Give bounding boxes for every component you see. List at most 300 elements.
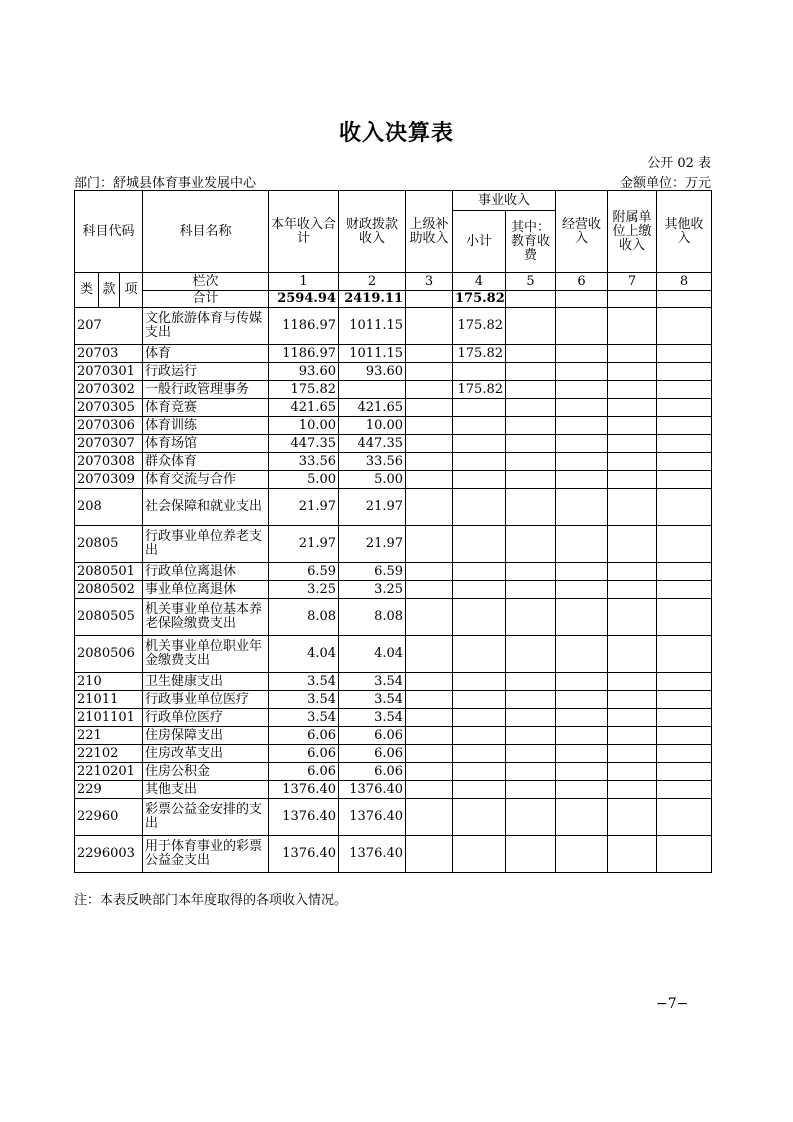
row-subtotal bbox=[453, 563, 506, 581]
row-affiliated bbox=[608, 581, 657, 599]
table-row bbox=[75, 745, 712, 763]
row-other bbox=[657, 489, 712, 526]
row-affiliated bbox=[608, 599, 657, 636]
row-affiliated bbox=[608, 781, 657, 799]
row-operating bbox=[556, 563, 608, 581]
row-name: 行政单位医疗 bbox=[143, 709, 269, 727]
row-other bbox=[657, 673, 712, 691]
row-name: 社会保障和就业支出 bbox=[143, 489, 269, 526]
row-operating bbox=[556, 345, 608, 363]
row-subtotal bbox=[453, 399, 506, 417]
row-education bbox=[506, 836, 556, 873]
row-fiscal: 33.56 bbox=[339, 453, 406, 471]
row-operating bbox=[556, 799, 608, 836]
total-other bbox=[657, 291, 712, 308]
row-operating bbox=[556, 745, 608, 763]
row-name: 文化旅游体育与传媒支出 bbox=[143, 308, 269, 345]
header-business: 事业收入 bbox=[453, 191, 556, 211]
row-fiscal: 1376.40 bbox=[339, 836, 406, 873]
table-row bbox=[75, 363, 712, 381]
row-name: 卫生健康支出 bbox=[143, 673, 269, 691]
row-subtotal bbox=[453, 799, 506, 836]
row-operating bbox=[556, 308, 608, 345]
row-superior bbox=[406, 417, 453, 435]
row-total: 1186.97 bbox=[269, 308, 339, 345]
table-row bbox=[75, 691, 712, 709]
table-row bbox=[75, 453, 712, 471]
row-fiscal: 6.06 bbox=[339, 763, 406, 781]
row-subtotal bbox=[453, 709, 506, 727]
header-superior: 上级补助收入 bbox=[406, 191, 453, 273]
row-superior bbox=[406, 745, 453, 763]
row-fiscal: 8.08 bbox=[339, 599, 406, 636]
row-name: 行政事业单位养老支出 bbox=[143, 526, 269, 563]
row-name: 体育场馆 bbox=[143, 435, 269, 453]
col-num: 5 bbox=[506, 273, 556, 291]
row-subtotal bbox=[453, 526, 506, 563]
row-superior bbox=[406, 599, 453, 636]
unit-label: 金额单位：万元 bbox=[619, 176, 711, 191]
row-total: 421.65 bbox=[269, 399, 339, 417]
row-operating bbox=[556, 453, 608, 471]
row-affiliated bbox=[608, 417, 657, 435]
page-number: −7− bbox=[656, 996, 689, 1012]
row-subtotal bbox=[453, 417, 506, 435]
col-num: 4 bbox=[453, 273, 506, 291]
row-name: 体育 bbox=[143, 345, 269, 363]
row-code: 20703 bbox=[75, 345, 143, 363]
row-other bbox=[657, 453, 712, 471]
header-education: 其中：教育收费 bbox=[506, 211, 556, 273]
row-subtotal bbox=[453, 763, 506, 781]
row-affiliated bbox=[608, 345, 657, 363]
row-affiliated bbox=[608, 836, 657, 873]
row-fiscal: 3.54 bbox=[339, 709, 406, 727]
total-education bbox=[506, 291, 556, 308]
table-row bbox=[75, 799, 712, 836]
row-total: 93.60 bbox=[269, 363, 339, 381]
row-operating bbox=[556, 526, 608, 563]
row-code: 210 bbox=[75, 673, 143, 691]
row-superior bbox=[406, 836, 453, 873]
row-education bbox=[506, 636, 556, 673]
row-education bbox=[506, 345, 556, 363]
row-affiliated bbox=[608, 526, 657, 563]
row-total: 3.54 bbox=[269, 709, 339, 727]
row-total: 447.35 bbox=[269, 435, 339, 453]
row-superior bbox=[406, 563, 453, 581]
row-code: 229 bbox=[75, 781, 143, 799]
header-operating: 经营收入 bbox=[556, 191, 608, 273]
page-title: 收入决算表 bbox=[338, 120, 454, 146]
row-code: 22102 bbox=[75, 745, 143, 763]
row-name: 行政单位离退休 bbox=[143, 563, 269, 581]
row-subtotal bbox=[453, 781, 506, 799]
row-code: 20805 bbox=[75, 526, 143, 563]
row-name: 群众体育 bbox=[143, 453, 269, 471]
table-row bbox=[75, 345, 712, 363]
header-subtotal: 小计 bbox=[453, 211, 506, 273]
row-other bbox=[657, 581, 712, 599]
row-subtotal: 175.82 bbox=[453, 345, 506, 363]
row-affiliated bbox=[608, 799, 657, 836]
table-row bbox=[75, 709, 712, 727]
row-affiliated bbox=[608, 363, 657, 381]
row-other bbox=[657, 563, 712, 581]
row-operating bbox=[556, 471, 608, 489]
row-code: 2070305 bbox=[75, 399, 143, 417]
row-education bbox=[506, 727, 556, 745]
row-other bbox=[657, 435, 712, 453]
table-row bbox=[75, 727, 712, 745]
row-superior bbox=[406, 781, 453, 799]
row-education bbox=[506, 417, 556, 435]
row-affiliated bbox=[608, 489, 657, 526]
row-superior bbox=[406, 345, 453, 363]
row-total: 6.06 bbox=[269, 763, 339, 781]
row-name: 体育训练 bbox=[143, 417, 269, 435]
row-operating bbox=[556, 691, 608, 709]
row-affiliated bbox=[608, 691, 657, 709]
header-fiscal: 财政拨款收入 bbox=[339, 191, 406, 273]
row-other bbox=[657, 308, 712, 345]
row-code: 2210201 bbox=[75, 763, 143, 781]
total-superior bbox=[406, 291, 453, 308]
col-num: 8 bbox=[657, 273, 712, 291]
total-amount: 2594.94 bbox=[269, 291, 339, 308]
row-fiscal: 93.60 bbox=[339, 363, 406, 381]
row-operating bbox=[556, 381, 608, 399]
col-num: 1 bbox=[269, 273, 339, 291]
row-affiliated bbox=[608, 673, 657, 691]
row-fiscal: 1376.40 bbox=[339, 781, 406, 799]
row-code: 2080505 bbox=[75, 599, 143, 636]
row-other bbox=[657, 727, 712, 745]
row-subtotal bbox=[453, 471, 506, 489]
row-total: 6.06 bbox=[269, 745, 339, 763]
header-code: 科目代码 bbox=[75, 191, 143, 273]
row-other bbox=[657, 691, 712, 709]
row-other bbox=[657, 636, 712, 673]
row-subtotal bbox=[453, 489, 506, 526]
row-operating bbox=[556, 763, 608, 781]
row-name: 其他支出 bbox=[143, 781, 269, 799]
row-affiliated bbox=[608, 727, 657, 745]
table-row bbox=[75, 381, 712, 399]
table-row bbox=[75, 308, 712, 345]
row-code: 22960 bbox=[75, 799, 143, 836]
row-fiscal bbox=[339, 381, 406, 399]
row-total: 4.04 bbox=[269, 636, 339, 673]
row-total: 10.00 bbox=[269, 417, 339, 435]
row-name: 住房公积金 bbox=[143, 763, 269, 781]
row-superior bbox=[406, 489, 453, 526]
row-superior bbox=[406, 399, 453, 417]
income-table bbox=[74, 190, 712, 873]
row-affiliated bbox=[608, 381, 657, 399]
header-lanci: 栏次 bbox=[143, 273, 269, 291]
row-education bbox=[506, 453, 556, 471]
row-name: 住房改革支出 bbox=[143, 745, 269, 763]
row-education bbox=[506, 745, 556, 763]
department-label: 部门：舒城县体育事业发展中心 bbox=[74, 176, 257, 191]
row-education bbox=[506, 399, 556, 417]
row-fiscal: 6.06 bbox=[339, 727, 406, 745]
row-education bbox=[506, 471, 556, 489]
row-superior bbox=[406, 526, 453, 563]
row-code: 207 bbox=[75, 308, 143, 345]
row-education bbox=[506, 563, 556, 581]
row-name: 彩票公益金安排的支出 bbox=[143, 799, 269, 836]
row-name: 机关事业单位职业年金缴费支出 bbox=[143, 636, 269, 673]
table-row bbox=[75, 471, 712, 489]
row-name: 机关事业单位基本养老保险缴费支出 bbox=[143, 599, 269, 636]
row-total: 1186.97 bbox=[269, 345, 339, 363]
row-fiscal: 10.00 bbox=[339, 417, 406, 435]
row-subtotal bbox=[453, 435, 506, 453]
row-superior bbox=[406, 709, 453, 727]
row-education bbox=[506, 526, 556, 563]
row-education bbox=[506, 691, 556, 709]
row-operating bbox=[556, 363, 608, 381]
row-education bbox=[506, 599, 556, 636]
row-other bbox=[657, 709, 712, 727]
row-fiscal: 6.06 bbox=[339, 745, 406, 763]
row-subtotal bbox=[453, 727, 506, 745]
table-note: 注：本表反映部门本年度取得的各项收入情况。 bbox=[74, 893, 348, 908]
row-total: 8.08 bbox=[269, 599, 339, 636]
row-subtotal bbox=[453, 836, 506, 873]
row-other bbox=[657, 599, 712, 636]
row-affiliated bbox=[608, 453, 657, 471]
row-superior bbox=[406, 727, 453, 745]
row-education bbox=[506, 799, 556, 836]
table-row bbox=[75, 581, 712, 599]
row-code: 2080502 bbox=[75, 581, 143, 599]
row-total: 3.25 bbox=[269, 581, 339, 599]
row-fiscal: 1011.15 bbox=[339, 345, 406, 363]
row-superior bbox=[406, 581, 453, 599]
row-total: 175.82 bbox=[269, 381, 339, 399]
row-superior bbox=[406, 691, 453, 709]
row-code: 2296003 bbox=[75, 836, 143, 873]
row-education bbox=[506, 581, 556, 599]
row-operating bbox=[556, 399, 608, 417]
row-other bbox=[657, 745, 712, 763]
table-row bbox=[75, 763, 712, 781]
row-other bbox=[657, 381, 712, 399]
table-row bbox=[75, 563, 712, 581]
row-superior bbox=[406, 381, 453, 399]
row-subtotal bbox=[453, 691, 506, 709]
row-affiliated bbox=[608, 399, 657, 417]
row-other bbox=[657, 345, 712, 363]
table-number: 公开 02 表 bbox=[647, 156, 711, 171]
row-total: 6.59 bbox=[269, 563, 339, 581]
table-row bbox=[75, 435, 712, 453]
row-operating bbox=[556, 709, 608, 727]
row-superior bbox=[406, 799, 453, 836]
row-other bbox=[657, 526, 712, 563]
row-superior bbox=[406, 471, 453, 489]
col-num: 3 bbox=[406, 273, 453, 291]
row-affiliated bbox=[608, 308, 657, 345]
total-subtotal: 175.82 bbox=[453, 291, 506, 308]
row-fiscal: 3.54 bbox=[339, 691, 406, 709]
row-education bbox=[506, 673, 556, 691]
table-row bbox=[75, 836, 712, 873]
table-row bbox=[75, 417, 712, 435]
row-superior bbox=[406, 636, 453, 673]
row-fiscal: 1376.40 bbox=[339, 799, 406, 836]
header-total: 本年收入合计 bbox=[269, 191, 339, 273]
row-education bbox=[506, 489, 556, 526]
row-fiscal: 21.97 bbox=[339, 526, 406, 563]
total-operating bbox=[556, 291, 608, 308]
row-fiscal: 3.54 bbox=[339, 673, 406, 691]
row-fiscal: 1011.15 bbox=[339, 308, 406, 345]
row-other bbox=[657, 399, 712, 417]
header-lei: 类 bbox=[75, 273, 99, 308]
row-total: 5.00 bbox=[269, 471, 339, 489]
row-operating bbox=[556, 599, 608, 636]
row-fiscal: 447.35 bbox=[339, 435, 406, 453]
row-affiliated bbox=[608, 709, 657, 727]
row-total: 1376.40 bbox=[269, 781, 339, 799]
row-total: 21.97 bbox=[269, 489, 339, 526]
row-operating bbox=[556, 727, 608, 745]
row-education bbox=[506, 363, 556, 381]
header-other: 其他收入 bbox=[657, 191, 712, 273]
row-superior bbox=[406, 453, 453, 471]
row-operating bbox=[556, 673, 608, 691]
header-affiliated: 附属单位上缴收入 bbox=[608, 191, 657, 273]
row-subtotal bbox=[453, 581, 506, 599]
table-row bbox=[75, 599, 712, 636]
row-operating bbox=[556, 636, 608, 673]
row-education bbox=[506, 763, 556, 781]
row-other bbox=[657, 836, 712, 873]
row-education bbox=[506, 381, 556, 399]
table-row bbox=[75, 636, 712, 673]
header-kuan: 款 bbox=[99, 273, 120, 308]
row-code: 2070308 bbox=[75, 453, 143, 471]
row-code: 2080506 bbox=[75, 636, 143, 673]
row-other bbox=[657, 363, 712, 381]
row-total: 1376.40 bbox=[269, 836, 339, 873]
row-subtotal: 175.82 bbox=[453, 381, 506, 399]
row-education bbox=[506, 435, 556, 453]
row-operating bbox=[556, 489, 608, 526]
row-affiliated bbox=[608, 745, 657, 763]
row-operating bbox=[556, 417, 608, 435]
row-operating bbox=[556, 581, 608, 599]
row-fiscal: 6.59 bbox=[339, 563, 406, 581]
row-code: 2101101 bbox=[75, 709, 143, 727]
row-education bbox=[506, 308, 556, 345]
row-other bbox=[657, 781, 712, 799]
row-name: 体育交流与合作 bbox=[143, 471, 269, 489]
row-subtotal bbox=[453, 636, 506, 673]
row-name: 一般行政管理事务 bbox=[143, 381, 269, 399]
row-fiscal: 5.00 bbox=[339, 471, 406, 489]
row-subtotal: 175.82 bbox=[453, 308, 506, 345]
row-code: 2070306 bbox=[75, 417, 143, 435]
row-code: 208 bbox=[75, 489, 143, 526]
col-num: 7 bbox=[608, 273, 657, 291]
row-total: 33.56 bbox=[269, 453, 339, 471]
row-affiliated bbox=[608, 471, 657, 489]
row-name: 住房保障支出 bbox=[143, 727, 269, 745]
row-name: 用于体育事业的彩票公益金支出 bbox=[143, 836, 269, 873]
row-education bbox=[506, 781, 556, 799]
row-other bbox=[657, 763, 712, 781]
row-total: 1376.40 bbox=[269, 799, 339, 836]
table-row bbox=[75, 526, 712, 563]
total-label: 合计 bbox=[143, 291, 269, 308]
row-superior bbox=[406, 363, 453, 381]
row-total: 21.97 bbox=[269, 526, 339, 563]
row-name: 行政运行 bbox=[143, 363, 269, 381]
row-affiliated bbox=[608, 636, 657, 673]
header-xiang: 项 bbox=[120, 273, 143, 308]
table-row bbox=[75, 399, 712, 417]
row-subtotal bbox=[453, 599, 506, 636]
row-subtotal bbox=[453, 363, 506, 381]
row-total: 3.54 bbox=[269, 691, 339, 709]
row-affiliated bbox=[608, 763, 657, 781]
row-other bbox=[657, 471, 712, 489]
row-fiscal: 21.97 bbox=[339, 489, 406, 526]
row-superior bbox=[406, 435, 453, 453]
row-code: 221 bbox=[75, 727, 143, 745]
row-total: 3.54 bbox=[269, 673, 339, 691]
row-code: 2070309 bbox=[75, 471, 143, 489]
row-total: 6.06 bbox=[269, 727, 339, 745]
row-other bbox=[657, 417, 712, 435]
row-operating bbox=[556, 435, 608, 453]
row-operating bbox=[556, 781, 608, 799]
header-name: 科目名称 bbox=[143, 191, 269, 273]
row-name: 体育竞赛 bbox=[143, 399, 269, 417]
col-num: 6 bbox=[556, 273, 608, 291]
row-fiscal: 4.04 bbox=[339, 636, 406, 673]
col-num: 2 bbox=[339, 273, 406, 291]
table-row bbox=[75, 489, 712, 526]
row-operating bbox=[556, 836, 608, 873]
row-fiscal: 421.65 bbox=[339, 399, 406, 417]
table-row bbox=[75, 673, 712, 691]
row-code: 2070307 bbox=[75, 435, 143, 453]
row-superior bbox=[406, 308, 453, 345]
row-subtotal bbox=[453, 673, 506, 691]
row-subtotal bbox=[453, 453, 506, 471]
table-row bbox=[75, 781, 712, 799]
row-subtotal bbox=[453, 745, 506, 763]
row-education bbox=[506, 709, 556, 727]
row-fiscal: 3.25 bbox=[339, 581, 406, 599]
row-affiliated bbox=[608, 435, 657, 453]
row-name: 行政事业单位医疗 bbox=[143, 691, 269, 709]
row-code: 21011 bbox=[75, 691, 143, 709]
row-affiliated bbox=[608, 563, 657, 581]
row-name: 事业单位离退休 bbox=[143, 581, 269, 599]
row-superior bbox=[406, 673, 453, 691]
total-fiscal: 2419.11 bbox=[339, 291, 406, 308]
total-affiliated bbox=[608, 291, 657, 308]
row-code: 2070302 bbox=[75, 381, 143, 399]
row-superior bbox=[406, 763, 453, 781]
